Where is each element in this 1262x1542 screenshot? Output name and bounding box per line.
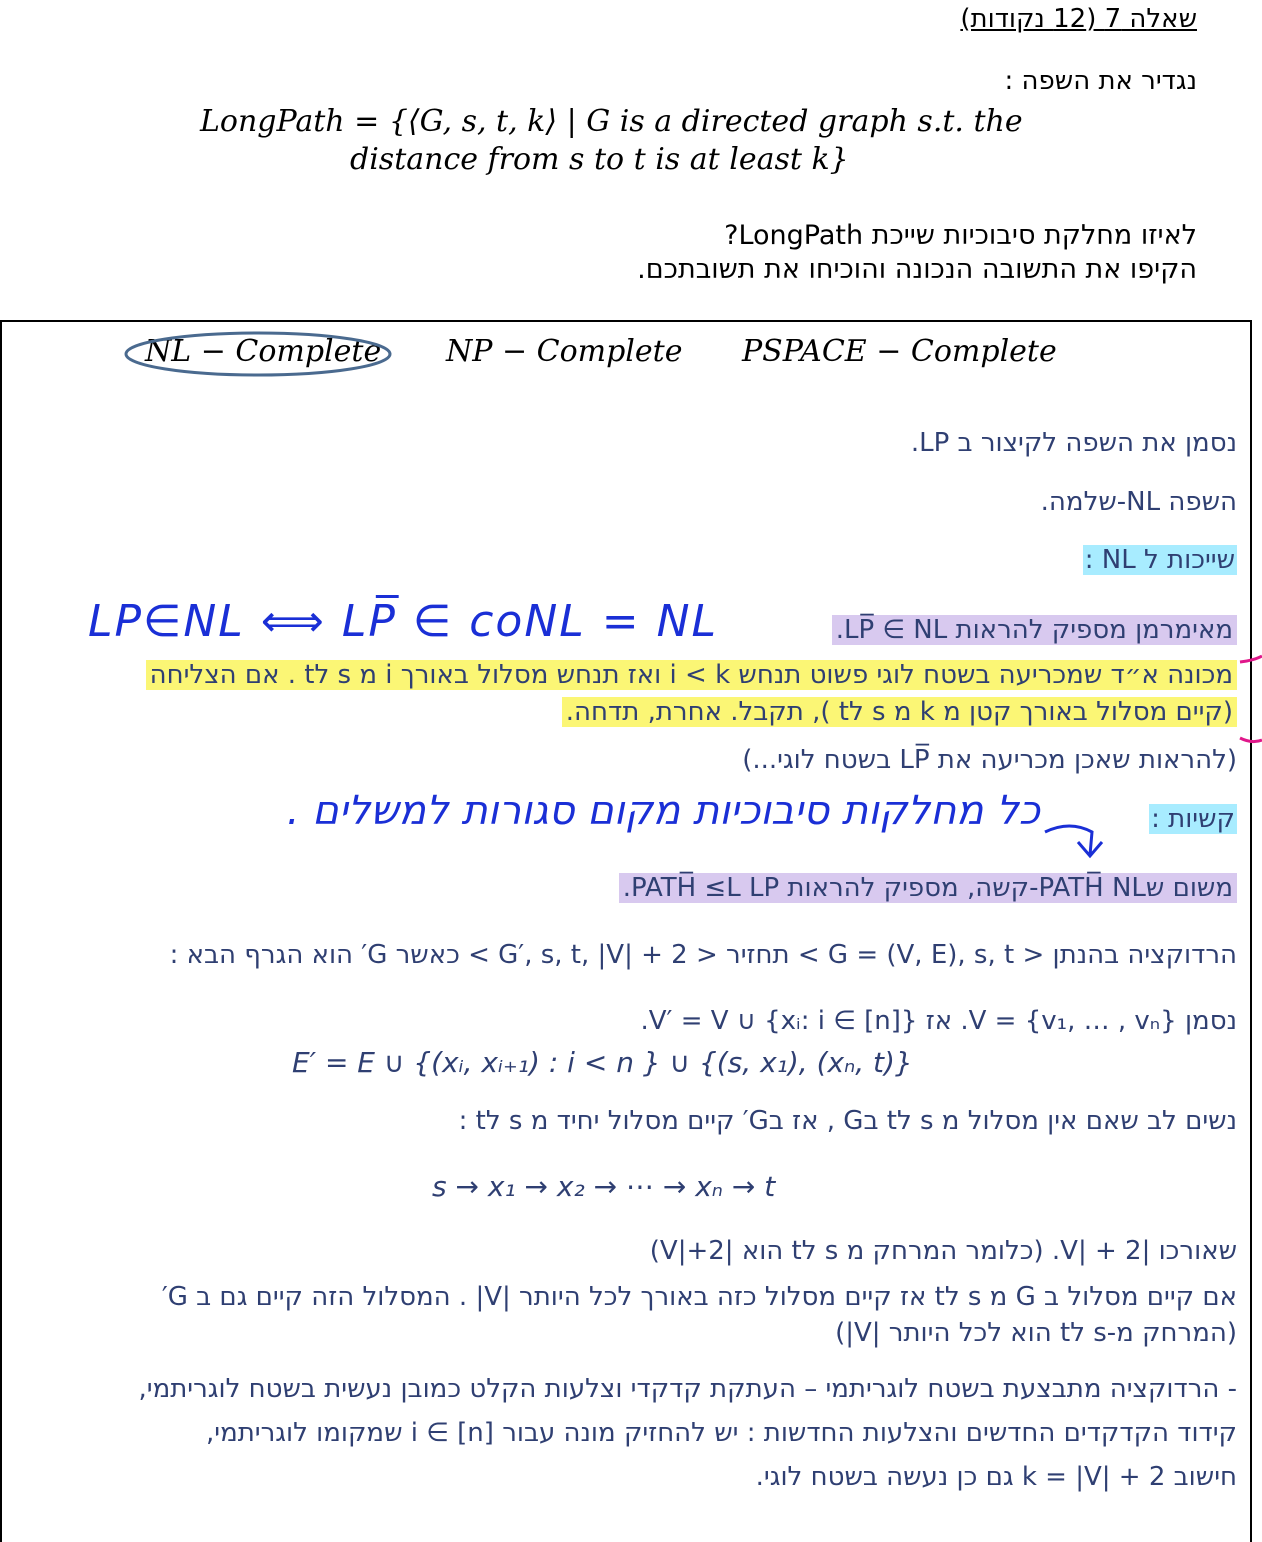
option-np-complete[interactable]: NP − Complete: [446, 334, 683, 369]
answer-line-distance: (המרחק מ-s לt הוא לכל היותר |V|): [835, 1318, 1237, 1348]
question-title: שאלה 7 (12 נקודות): [960, 4, 1197, 34]
answer-line-length: שאורכו |V| + 2. (כלומר המרחק מ s לt הוא |V|+2): [649, 1236, 1237, 1266]
answer-line-accept: (קיים מסלול באורך קטן מ k מ s לt ), תקבל. אחרת, תדחה.: [562, 697, 1237, 727]
definition-line-2: distance from s to t is at least k}: [350, 142, 849, 177]
answer-line-exists-path: אם קיים מסלול ב G מ s לt אז קיים מסלול כזה באורך לכל היותר |V| . המסלול הזה קיים גם ב G′: [161, 1282, 1237, 1312]
answer-line-vertices: נסמן V = {v₁, … , vₙ}. אז V′ = V ∪ {xᵢ: i ∈ [n]}.: [640, 1006, 1237, 1036]
answer-line-nl-complete: השפה NL-שלמה.: [1040, 487, 1237, 517]
answer-line-logspace-1: - הרדוקציה מתבצעת בשטח לוגריתמי – העתקת קדקדי וצלעות הקלט כמובן נעשית בשטח לוגריתמי,: [138, 1374, 1237, 1404]
question-ask-line-2: הקיפו את התשובה הנכונה והוכיחו את תשובתכם.: [637, 254, 1197, 285]
membership-heading: שייכות ל NL :: [1084, 545, 1235, 575]
define-language-text: נגדיר את השפה :: [1004, 66, 1197, 96]
option-nl-complete[interactable]: NL − Complete: [145, 334, 382, 369]
answer-line-immerman: מאימרמן מספיק להראות LP̅ ∈ NL.: [832, 615, 1237, 645]
answer-line-logspace-2: קידוד הקדקדים החדשים והצלעות החדשות : יש להחזיק מונה עבור i ∈ [n] שמקומו לוגריתמי,: [205, 1418, 1237, 1448]
definition-line-1: LongPath = {⟨G, s, t, k⟩ | G is a directed graph s.t. the: [200, 104, 1023, 139]
answer-line-machine: מכונה א״ד שמכריעה בשטח לוגי פשוט תנחש i < k ואז תנחש מסלול באורך i מ s לt . אם הצליחה: [146, 660, 1237, 690]
question-ask-line-1: לאיזו מחלקת סיבוכיות שייכת LongPath?: [724, 220, 1197, 251]
answer-line-lp-abbrev: נסמן את השפה לקיצור ב LP.: [910, 428, 1237, 458]
answer-line-path-chain: s → x₁ → x₂ → ⋯ → xₙ → t: [432, 1170, 776, 1203]
answer-line-edges: E′ = E ∪ {(xᵢ, xᵢ₊₁) : i < n } ∪ {(s, x₁), (xₙ, t)}: [292, 1046, 913, 1079]
option-pspace-complete[interactable]: PSPACE − Complete: [742, 334, 1057, 369]
answer-line-reduction-def: הרדוקציה בהנתן < G = (V, E), s, t > תחזיר < G′, s, t, |V| + 2 > כאשר G′ הוא הגרף הבא :: [169, 940, 1237, 970]
handwritten-note-closure: כל מחלקות סיבוכיות מקום סגורות למשלים .: [286, 788, 1040, 834]
answer-line-logspace-3: חישוב k = |V| + 2 גם כן נעשה בשטח לוגי.: [755, 1462, 1237, 1492]
answer-line-path-reduction: משום שPATH̅ NL-קשה, מספיק להראות PATH̅ ≤L LP.: [619, 873, 1237, 903]
hardness-heading: קשיות :: [1151, 804, 1235, 834]
handwritten-note-conl: LP∈NL ⟺ LP̅ ∈ coNL = NL: [88, 596, 719, 647]
answer-line-no-path: נשים לב שאם אין מסלול מ s לt בG , אז בG′ קיים מסלול יחיד מ s לt :: [458, 1106, 1237, 1136]
answer-line-show-logspace: (להראות שאכן מכריעה את LP̅ בשטח לוגי...): [742, 745, 1237, 775]
